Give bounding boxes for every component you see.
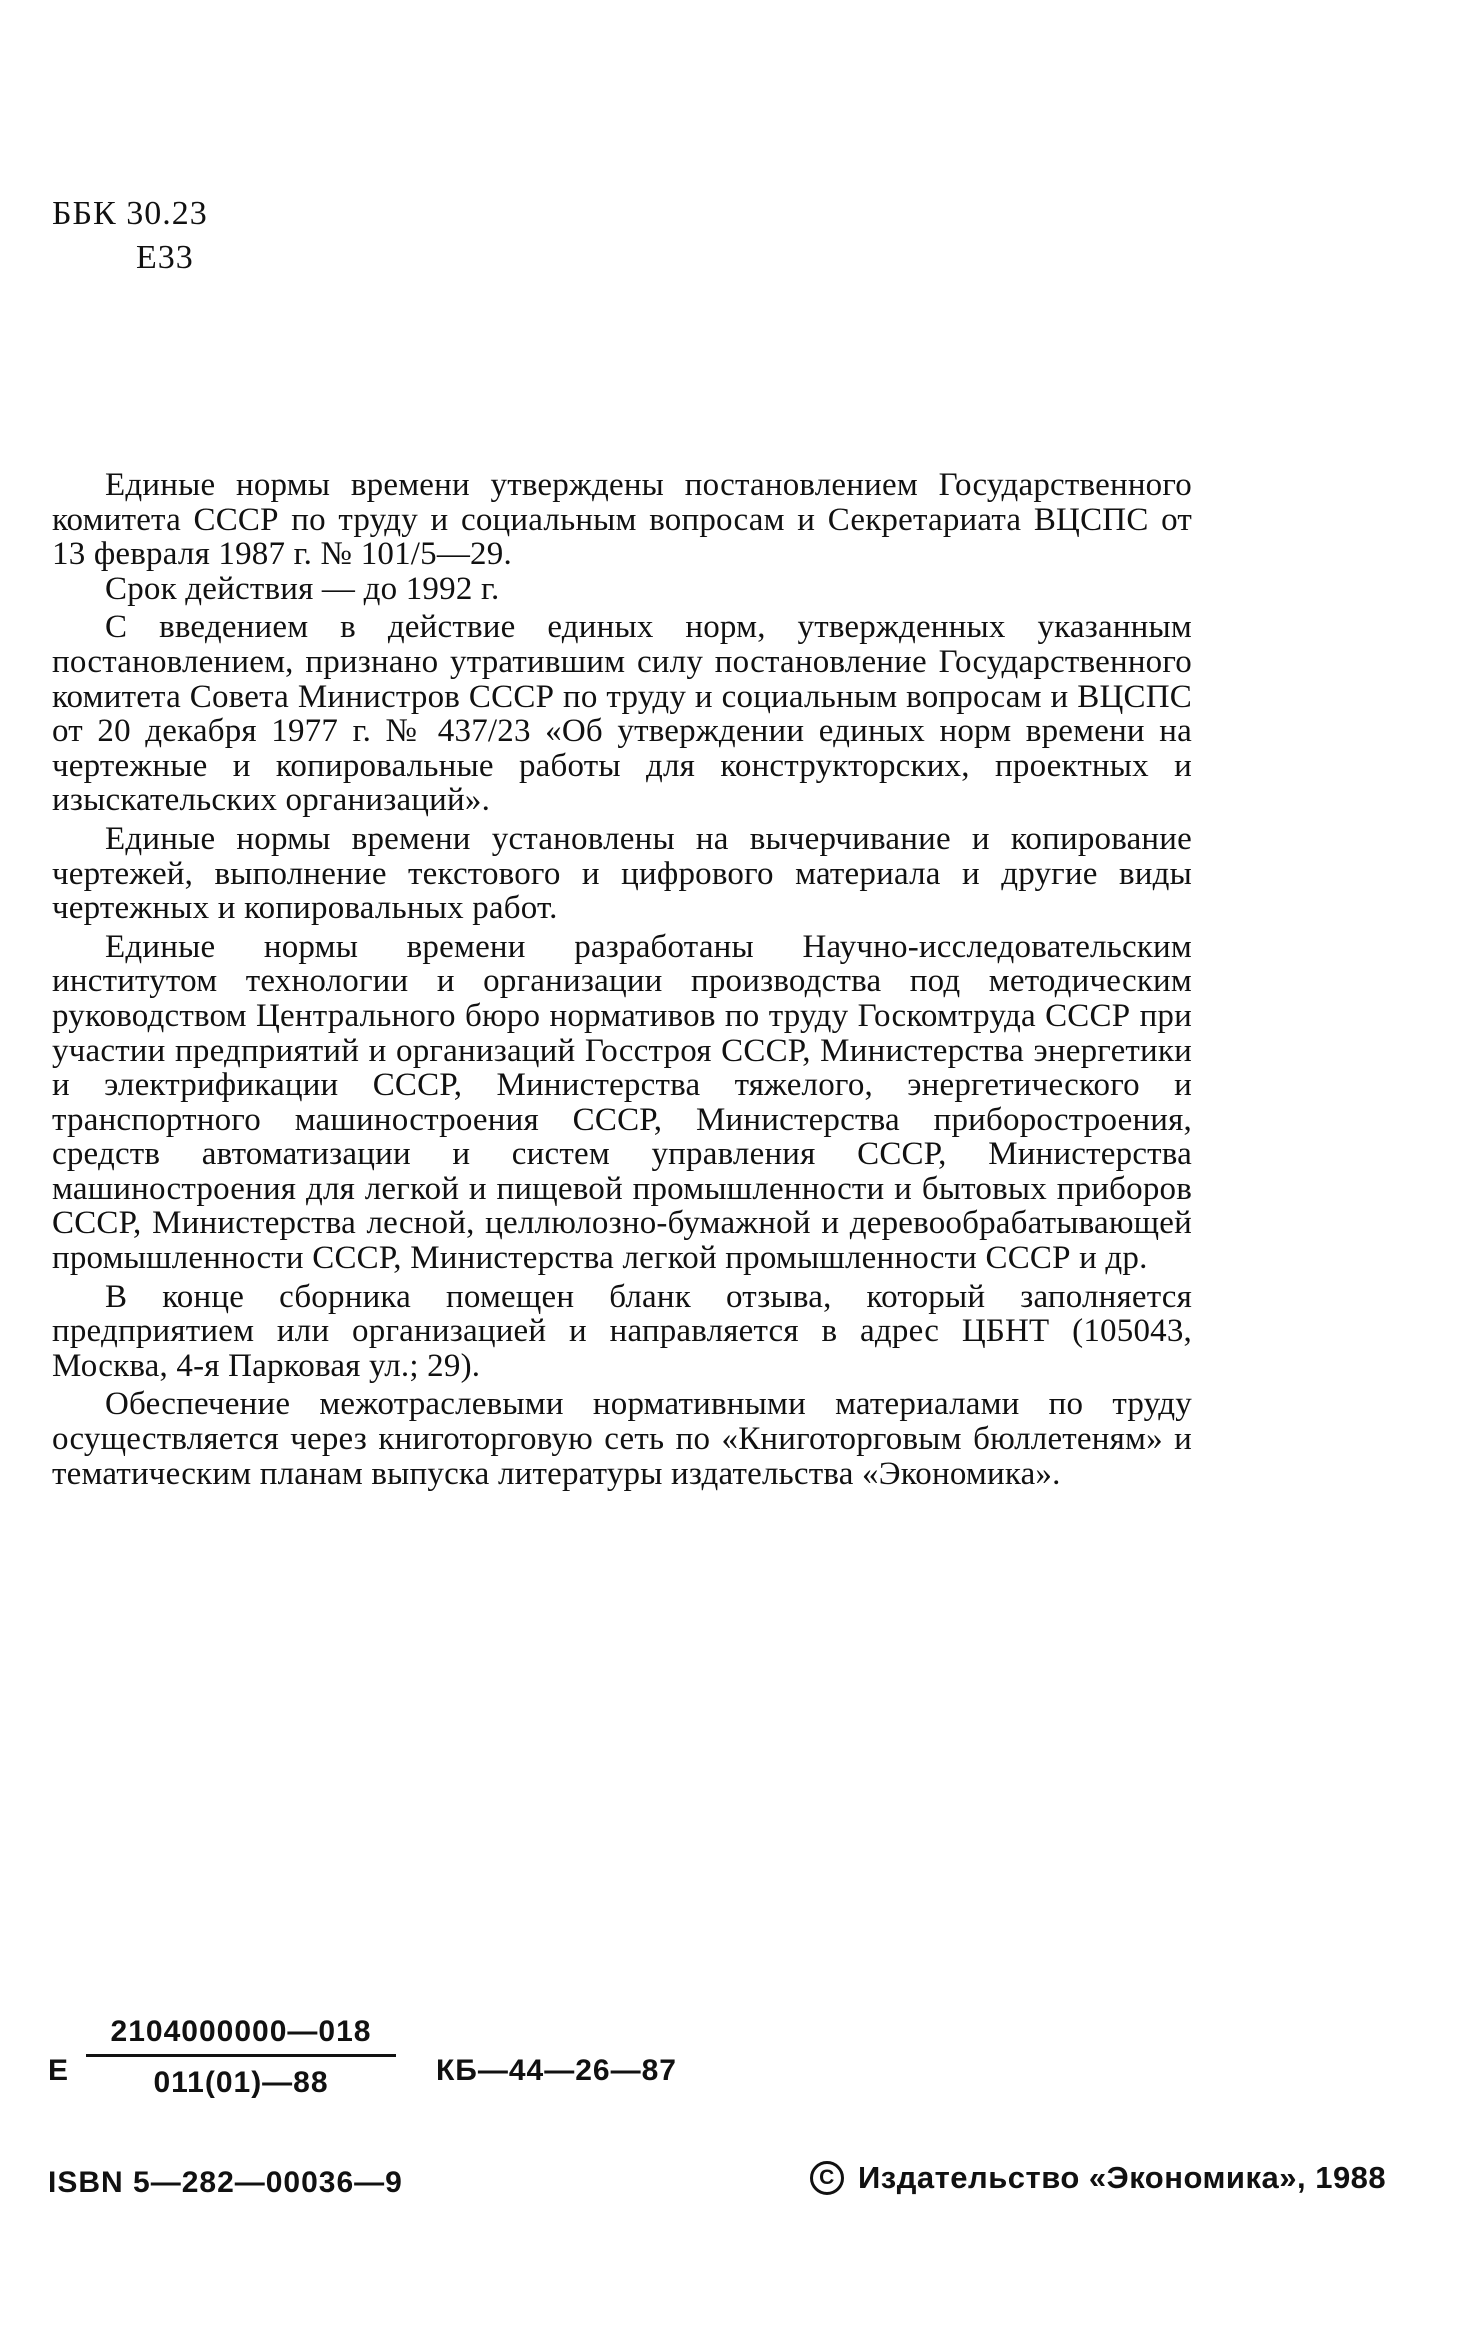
kb-code: КБ—44—26—87 <box>436 2054 677 2087</box>
code-numerator: 2104000000—018 <box>110 2015 372 2048</box>
paragraph-distribution: Обеспечение межотраслевыми нормативными материалами по труду осуществляется через книготорговую сеть по «Книготорговым бюллетеням» и тематическим планам выпуска литературы издательства «Экономика». <box>52 1386 1192 1492</box>
isbn-number: ISBN 5—282—00036—9 <box>48 2166 403 2199</box>
code-denominator: 011(01)—88 <box>153 2066 329 2099</box>
paragraph-approval: Единые нормы времени утверждены постановлением Государственного комитета СССР по труду и социальным вопросам и Секретариата ВЦСПС от 13 февраля 1987 г. № 101/5—29. <box>52 467 1192 573</box>
copyright-line <box>810 2160 1386 2196</box>
classification-block <box>52 192 208 280</box>
author-mark: Е33 <box>136 239 194 276</box>
code-fraction <box>86 2012 396 2103</box>
paragraph-feedback: В конце сборника помещен бланк отзыва, который заполняется предприятием или организацией и направляется в адрес ЦБНТ (105043, Москва, 4-я Парковая ул.; 29). <box>52 1278 1192 1384</box>
copyright-icon: C <box>810 2161 844 2195</box>
body-text <box>52 468 1192 1491</box>
publication-code <box>48 2012 728 2132</box>
copyright-text: Издательство «Экономика», 1988 <box>858 2160 1387 2195</box>
paragraph-scope: Единые нормы времени установлены на вычерчивание и копирование чертежей, выполнение текстового и цифрового материала и другие виды чертежных и копировальных работ. <box>52 820 1192 927</box>
paragraph-developers: Единые нормы времени разработаны Научно-исследовательским институтом технологии и организации производства под методическим руководством Центрального бюро нормативов по труду Госкомтруда СССР при участии предприятий и организаций Госстроя СССР, Министерства энергетики и электрификации СССР, Министерства тяжелого, энергетического и транспортного машиностроения СССР, Министерства приборостроения, средств автоматизации и систем управления СССР, Министерства машиностроения для легкой и пищевой промышленности и бытовых приборов СССР, Министерства лесной, целлюлозно-бумажной и деревообрабатывающей промышленности СССР, Министерства легкой промышленности СССР и др. <box>52 928 1192 1277</box>
paragraph-validity: Срок действия — до 1992 г. <box>105 570 500 607</box>
fraction-line <box>86 2054 396 2057</box>
bbk-code: ББК 30.23 <box>52 195 208 232</box>
code-letter: Е <box>48 2054 69 2087</box>
paragraph-supersedes: С введением в действие единых норм, утвержденных указанным постановлением, признано утратившим силу постановление Государственного комитета Совета Министров СССР по труду и социальным вопросам и ВЦСПС от 20 декабря 1977 г. № 437/23 «Об утверждении единых норм времени на чертежные и копировальные работы для конструкторских, проектных и изыскательских организаций». <box>52 609 1192 819</box>
